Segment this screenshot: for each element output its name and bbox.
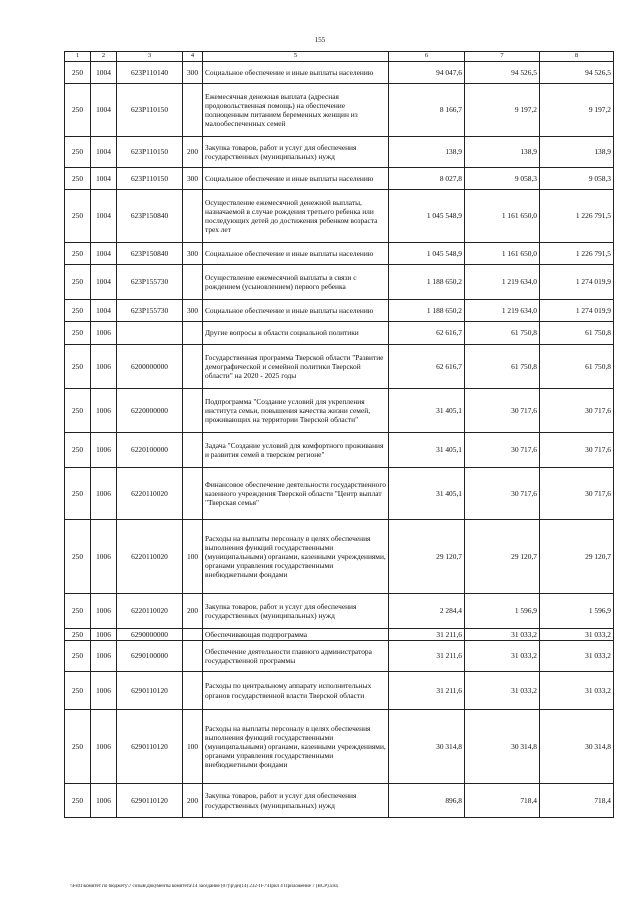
- cell-amount-col6: 31 211,6: [389, 672, 465, 710]
- cell-amount-col6: 29 120,7: [389, 520, 465, 594]
- table-row: [65, 641, 614, 672]
- cell-description: Закупка товаров, работ и услуг для обеспечения государственных (муниципальных) нужд: [203, 137, 389, 168]
- cell-amount-col7: 1 219 634,0: [465, 300, 540, 322]
- cell-amount-col8: 9 197,2: [540, 84, 614, 137]
- cell-target-article: 623P150840: [117, 243, 183, 265]
- cell-section-code: 1006: [91, 322, 117, 345]
- cell-description: Другие вопросы в области социальной политики: [203, 322, 389, 345]
- cell-amount-col7: 31 033,2: [465, 629, 540, 641]
- cell-amount-col8: 138,9: [540, 137, 614, 168]
- table-row: [65, 594, 614, 629]
- cell-target-article: 6200000000: [117, 345, 183, 389]
- cell-amount-col7: 1 596,9: [465, 594, 540, 629]
- cell-description: Задача "Создание условий для комфортного проживания и развития семей в тверском регионе": [203, 433, 389, 468]
- table-row: [65, 468, 614, 520]
- cell-target-article: 623P110140: [117, 62, 183, 84]
- table-row: [65, 300, 614, 322]
- cell-admin-code: 250: [65, 84, 91, 137]
- cell-target-article: [117, 322, 183, 345]
- table-row: [65, 62, 614, 84]
- cell-amount-col7: 94 526,5: [465, 62, 540, 84]
- cell-amount-col8: 31 033,2: [540, 641, 614, 672]
- cell-amount-col7: 31 033,2: [465, 672, 540, 710]
- cell-amount-col8: 30 717,6: [540, 389, 614, 433]
- cell-target-article: 6290110120: [117, 710, 183, 784]
- cell-description: Закупка товаров, работ и услуг для обеспечения государственных (муниципальных) нужд: [203, 594, 389, 629]
- cell-expense-type: [183, 433, 203, 468]
- cell-section-code: 1004: [91, 300, 117, 322]
- cell-admin-code: 250: [65, 190, 91, 243]
- cell-expense-type: [183, 322, 203, 345]
- cell-amount-col6: 30 314,8: [389, 710, 465, 784]
- cell-admin-code: 250: [65, 389, 91, 433]
- cell-amount-col8: 1 226 791,5: [540, 243, 614, 265]
- cell-section-code: 1004: [91, 62, 117, 84]
- cell-section-code: 1004: [91, 168, 117, 190]
- cell-admin-code: 250: [65, 433, 91, 468]
- cell-expense-type: [183, 389, 203, 433]
- cell-amount-col8: 1 226 791,5: [540, 190, 614, 243]
- cell-description: Ежемесячная денежная выплата (адресная продовольственная помощь) на обеспечение полноценным питанием беременных женщин из малообеспеченных семей: [203, 84, 389, 137]
- cell-description: Подпрограмма "Создание условий для укрепления института семьи, повышения качества жизни семей, проживающих на территории Тверской области": [203, 389, 389, 433]
- cell-description: Финансовое обеспечение деятельности государственного казенного учреждения Тверской области "Центр выплат "Тверская семья": [203, 468, 389, 520]
- cell-section-code: 1006: [91, 520, 117, 594]
- table-row: [65, 190, 614, 243]
- cell-admin-code: 250: [65, 265, 91, 300]
- cell-amount-col7: 1 161 650,0: [465, 190, 540, 243]
- cell-section-code: 1006: [91, 641, 117, 672]
- cell-admin-code: 250: [65, 641, 91, 672]
- cell-section-code: 1006: [91, 468, 117, 520]
- cell-amount-col6: 31 211,6: [389, 641, 465, 672]
- table-row: [65, 433, 614, 468]
- cell-admin-code: 250: [65, 594, 91, 629]
- column-number: 4: [183, 52, 203, 62]
- table-row: [65, 784, 614, 818]
- cell-amount-col8: 94 526,5: [540, 62, 614, 84]
- cell-expense-type: 300: [183, 243, 203, 265]
- cell-amount-col6: 31 405,1: [389, 433, 465, 468]
- cell-amount-col8: 61 750,8: [540, 322, 614, 345]
- cell-amount-col8: 29 120,7: [540, 520, 614, 594]
- cell-section-code: 1006: [91, 594, 117, 629]
- table-body: [65, 52, 614, 818]
- cell-amount-col8: 31 033,2: [540, 629, 614, 641]
- cell-target-article: 6290110120: [117, 784, 183, 818]
- cell-admin-code: 250: [65, 784, 91, 818]
- cell-admin-code: 250: [65, 710, 91, 784]
- cell-target-article: 6290110120: [117, 672, 183, 710]
- cell-description: Расходы на выплаты персоналу в целях обеспечения выполнения функций государственными (муниципальными) органами, казенными учреждениями, органами управления государственными внебюджетными фондами: [203, 710, 389, 784]
- cell-target-article: 623P110150: [117, 137, 183, 168]
- cell-expense-type: [183, 629, 203, 641]
- cell-amount-col8: 61 750,8: [540, 345, 614, 389]
- cell-admin-code: 250: [65, 520, 91, 594]
- cell-section-code: 1006: [91, 672, 117, 710]
- cell-amount-col8: 30 314,8: [540, 710, 614, 784]
- footer-file-path: \\Fs01\комитет по бюджету\7 созыв\Документы комитета\14 заседание (07)\р\дн(14) 232-П-7\Прил 4 Приложение 7 (ВСР).xlsx: [70, 884, 339, 889]
- cell-amount-col6: 8 027,8: [389, 168, 465, 190]
- cell-amount-col7: 30 717,6: [465, 468, 540, 520]
- cell-section-code: 1006: [91, 710, 117, 784]
- cell-amount-col8: 1 596,9: [540, 594, 614, 629]
- cell-section-code: 1004: [91, 265, 117, 300]
- column-number: 7: [465, 52, 540, 62]
- cell-admin-code: 250: [65, 168, 91, 190]
- table-row: [65, 84, 614, 137]
- cell-expense-type: [183, 190, 203, 243]
- cell-amount-col6: 2 284,4: [389, 594, 465, 629]
- column-number: 8: [540, 52, 614, 62]
- cell-amount-col7: 30 717,6: [465, 389, 540, 433]
- cell-amount-col8: 31 033,2: [540, 672, 614, 710]
- cell-amount-col6: 896,8: [389, 784, 465, 818]
- cell-amount-col8: 718,4: [540, 784, 614, 818]
- cell-amount-col6: 1 045 548,9: [389, 190, 465, 243]
- cell-amount-col8: 30 717,6: [540, 433, 614, 468]
- table-row: [65, 345, 614, 389]
- cell-amount-col7: 1 161 650,0: [465, 243, 540, 265]
- cell-expense-type: [183, 672, 203, 710]
- cell-admin-code: 250: [65, 322, 91, 345]
- table-row: [65, 168, 614, 190]
- cell-admin-code: 250: [65, 468, 91, 520]
- table-row: [65, 520, 614, 594]
- cell-amount-col7: 138,9: [465, 137, 540, 168]
- cell-amount-col8: 9 058,3: [540, 168, 614, 190]
- cell-expense-type: 300: [183, 300, 203, 322]
- cell-amount-col6: 31 405,1: [389, 389, 465, 433]
- cell-amount-col6: 94 047,6: [389, 62, 465, 84]
- budget-table: [64, 51, 614, 818]
- cell-expense-type: 300: [183, 62, 203, 84]
- cell-expense-type: [183, 84, 203, 137]
- cell-expense-type: 200: [183, 137, 203, 168]
- cell-expense-type: 200: [183, 594, 203, 629]
- cell-target-article: 6290100000: [117, 641, 183, 672]
- cell-target-article: 6220110020: [117, 468, 183, 520]
- table-row: [65, 322, 614, 345]
- cell-target-article: 6220110020: [117, 594, 183, 629]
- cell-admin-code: 250: [65, 629, 91, 641]
- cell-section-code: 1006: [91, 629, 117, 641]
- cell-admin-code: 250: [65, 243, 91, 265]
- table-row: [65, 137, 614, 168]
- cell-target-article: 6290000000: [117, 629, 183, 641]
- cell-expense-type: [183, 468, 203, 520]
- cell-admin-code: 250: [65, 345, 91, 389]
- cell-amount-col6: 31 405,1: [389, 468, 465, 520]
- cell-expense-type: [183, 641, 203, 672]
- table-row: [65, 389, 614, 433]
- cell-target-article: 623P155730: [117, 265, 183, 300]
- cell-amount-col8: 1 274 019,9: [540, 265, 614, 300]
- table-row: [65, 672, 614, 710]
- cell-admin-code: 250: [65, 62, 91, 84]
- table-row: [65, 710, 614, 784]
- cell-expense-type: 100: [183, 520, 203, 594]
- table-row: [65, 243, 614, 265]
- column-number: 1: [65, 52, 91, 62]
- cell-admin-code: 250: [65, 672, 91, 710]
- cell-section-code: 1004: [91, 243, 117, 265]
- cell-admin-code: 250: [65, 300, 91, 322]
- cell-target-article: 623P150840: [117, 190, 183, 243]
- cell-expense-type: 200: [183, 784, 203, 818]
- cell-section-code: 1006: [91, 784, 117, 818]
- cell-amount-col7: 30 314,8: [465, 710, 540, 784]
- cell-expense-type: [183, 265, 203, 300]
- cell-amount-col7: 1 219 634,0: [465, 265, 540, 300]
- cell-description: Государственная программа Тверской области "Развитие демографической и семейной политики Тверской области" на 2020 - 2025 годы: [203, 345, 389, 389]
- cell-section-code: 1006: [91, 433, 117, 468]
- cell-expense-type: [183, 345, 203, 389]
- column-number: 3: [117, 52, 183, 62]
- cell-amount-col6: 62 616,7: [389, 345, 465, 389]
- table-row: [65, 265, 614, 300]
- cell-expense-type: 300: [183, 168, 203, 190]
- cell-amount-col6: 1 188 650,2: [389, 300, 465, 322]
- cell-amount-col6: 138,9: [389, 137, 465, 168]
- cell-description: Обеспечивающая подпрограмма: [203, 629, 389, 641]
- cell-target-article: 6220110020: [117, 520, 183, 594]
- column-number: 2: [91, 52, 117, 62]
- column-number: 5: [203, 52, 389, 62]
- cell-description: Социальное обеспечение и иные выплаты населению: [203, 62, 389, 84]
- column-number-header-row: [65, 52, 614, 62]
- cell-section-code: 1004: [91, 137, 117, 168]
- column-number: 6: [389, 52, 465, 62]
- cell-amount-col6: 1 188 650,2: [389, 265, 465, 300]
- cell-description: Обеспечение деятельности главного администратора государственной программы: [203, 641, 389, 672]
- cell-section-code: 1006: [91, 345, 117, 389]
- cell-description: Осуществление ежемесячной выплаты в связи с рождением (усыновлением) первого ребенка: [203, 265, 389, 300]
- cell-amount-col6: 62 616,7: [389, 322, 465, 345]
- cell-section-code: 1006: [91, 389, 117, 433]
- cell-amount-col7: 61 750,8: [465, 345, 540, 389]
- cell-amount-col6: 31 211,6: [389, 629, 465, 641]
- cell-expense-type: 100: [183, 710, 203, 784]
- page-number: 155: [314, 36, 326, 44]
- cell-section-code: 1004: [91, 190, 117, 243]
- cell-amount-col7: 9 058,3: [465, 168, 540, 190]
- cell-description: Социальное обеспечение и иные выплаты населению: [203, 300, 389, 322]
- cell-target-article: 623P155730: [117, 300, 183, 322]
- cell-description: Расходы по центральному аппарату исполнительных органов государственной власти Тверской области: [203, 672, 389, 710]
- cell-amount-col7: 29 120,7: [465, 520, 540, 594]
- table-row: [65, 629, 614, 641]
- cell-amount-col6: 8 166,7: [389, 84, 465, 137]
- cell-amount-col7: 718,4: [465, 784, 540, 818]
- cell-target-article: 6220100000: [117, 433, 183, 468]
- cell-description: Закупка товаров, работ и услуг для обеспечения государственных (муниципальных) нужд: [203, 784, 389, 818]
- cell-amount-col7: 9 197,2: [465, 84, 540, 137]
- cell-amount-col6: 1 045 548,9: [389, 243, 465, 265]
- cell-amount-col8: 30 717,6: [540, 468, 614, 520]
- cell-description: Осуществление ежемесячной денежной выплаты, назначаемой в случае рождения третьего ребенка или последующих детей до достижения ребенком возраста трех лет: [203, 190, 389, 243]
- cell-amount-col7: 61 750,8: [465, 322, 540, 345]
- cell-target-article: 623P110150: [117, 84, 183, 137]
- cell-amount-col8: 1 274 019,9: [540, 300, 614, 322]
- cell-description: Социальное обеспечение и иные выплаты населению: [203, 168, 389, 190]
- cell-description: Расходы на выплаты персоналу в целях обеспечения выполнения функций государственными (муниципальными) органами, казенными учреждениями, органами управления государственными внебюджетными фондами: [203, 520, 389, 594]
- cell-admin-code: 250: [65, 137, 91, 168]
- cell-target-article: 6220000000: [117, 389, 183, 433]
- cell-target-article: 623P110150: [117, 168, 183, 190]
- cell-amount-col7: 30 717,6: [465, 433, 540, 468]
- cell-section-code: 1004: [91, 84, 117, 137]
- cell-amount-col7: 31 033,2: [465, 641, 540, 672]
- cell-description: Социальное обеспечение и иные выплаты населению: [203, 243, 389, 265]
